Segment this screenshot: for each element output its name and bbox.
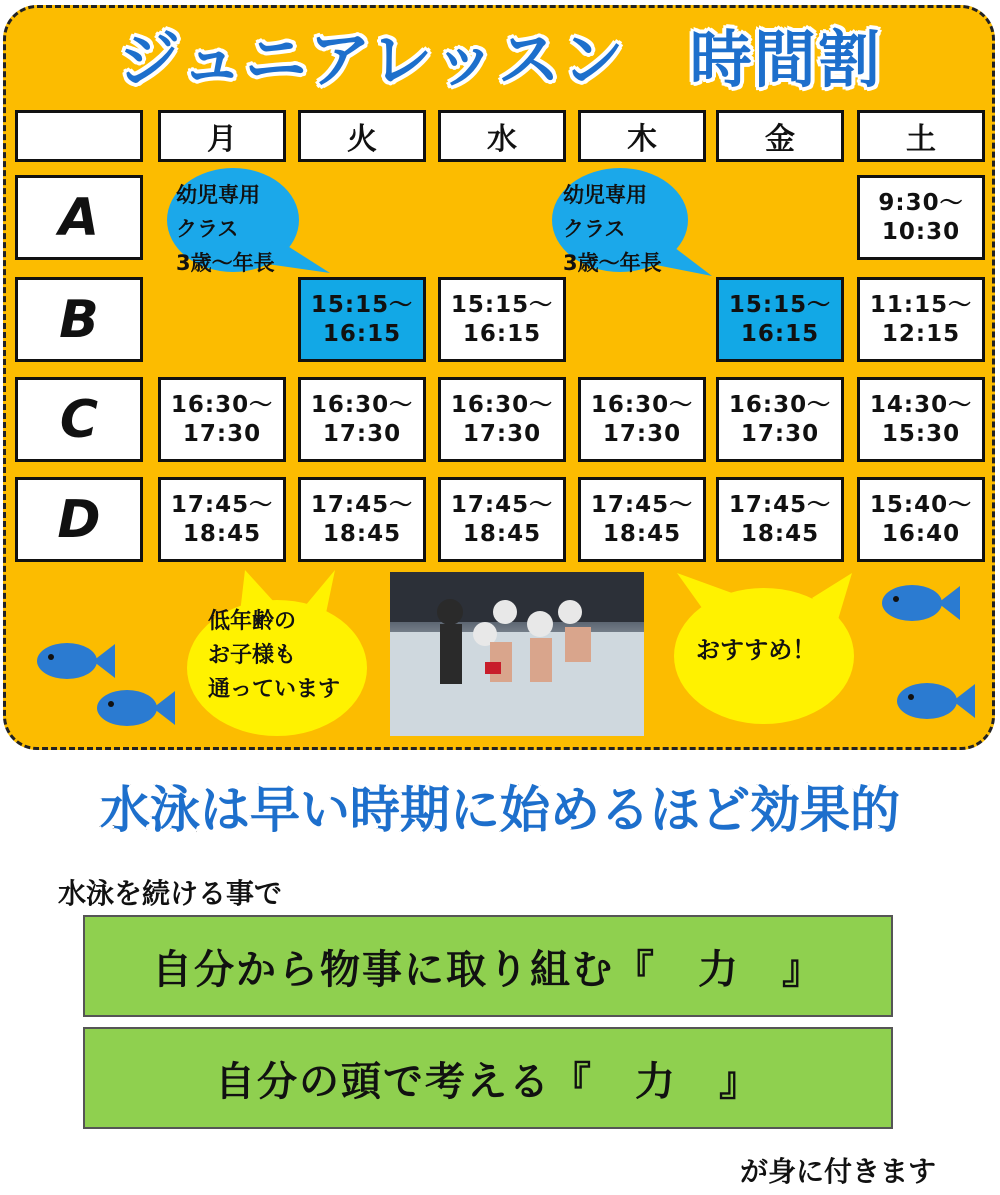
slot-c-fri: 16:30～ 17:30 (716, 377, 844, 462)
recommend-note: おすすめ！ (696, 636, 817, 664)
slot-c-mon: 16:30～ 17:30 (158, 377, 286, 462)
fish-icon-left-bottom (95, 685, 175, 731)
slot-c-sat: 14:30～ 15:30 (857, 377, 985, 462)
slot-d-sat: 15:40～ 16:40 (857, 477, 985, 562)
fish-icon-left-top (35, 638, 115, 684)
page-title: ジュニアレッスン 時間割 (118, 23, 882, 96)
day-mon: 月 (158, 110, 286, 162)
slot-d-mon: 17:45～ 18:45 (158, 477, 286, 562)
benefit-box-1: 自分から物事に取り組む『 力 』 (83, 915, 893, 1017)
slot-c-tue: 16:30～ 17:30 (298, 377, 426, 462)
slot-d-wed: 17:45～ 18:45 (438, 477, 566, 562)
day-wed: 水 (438, 110, 566, 162)
slot-b-tue: 15:15～ 16:15 (298, 277, 426, 362)
day-tue: 火 (298, 110, 426, 162)
slot-c-wed: 16:30～ 17:30 (438, 377, 566, 462)
swimming-lesson-photo (390, 572, 644, 736)
slot-b-sat: 11:15～ 12:15 (857, 277, 985, 362)
slot-c-thu: 16:30～ 17:30 (578, 377, 706, 462)
day-sat: 土 (857, 110, 985, 162)
infant-class-note-thu: 幼児専用 クラス 3歳～年長 (563, 183, 662, 275)
fish-icon-right-top (880, 580, 960, 626)
infant-class-note-mon: 幼児専用 クラス 3歳～年長 (176, 183, 275, 275)
slot-b-fri: 15:15～ 16:15 (716, 277, 844, 362)
row-label-b: B (15, 277, 143, 362)
slot-d-thu: 17:45～ 18:45 (578, 477, 706, 562)
day-thu: 木 (578, 110, 706, 162)
row-label-d: D (15, 477, 143, 562)
intro-text: 水泳を続ける事で (58, 877, 283, 910)
slogan-heading: 水泳は早い時期に始めるほど効果的 (100, 781, 900, 839)
young-children-note: 低年齢の お子様も 通っています (208, 609, 341, 702)
day-fri: 金 (716, 110, 844, 162)
outro-text: が身に付きます (740, 1155, 937, 1188)
header-corner (15, 110, 143, 162)
row-label-a: A (15, 175, 143, 260)
row-label-c: C (15, 377, 143, 462)
fish-icon-right-bottom (895, 678, 975, 724)
slot-a-sat: 9:30～ 10:30 (857, 175, 985, 260)
slot-d-tue: 17:45～ 18:45 (298, 477, 426, 562)
slot-b-wed: 15:15～ 16:15 (438, 277, 566, 362)
benefit-box-2: 自分の頭で考える『 力 』 (83, 1027, 893, 1129)
slot-d-fri: 17:45～ 18:45 (716, 477, 844, 562)
